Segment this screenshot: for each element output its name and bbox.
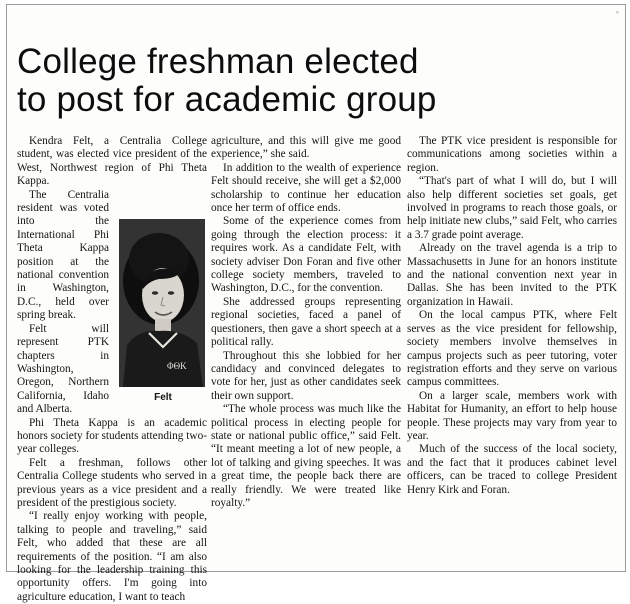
article-paragraph: The Centralia resident was voted into the International Phi Theta Kappa position at the national convention in Washington, D.C., held over spring break.	[17, 188, 109, 322]
article-column-1	[17, 135, 207, 603]
article-paragraph: The PTK vice president is responsible for communications among societies within a region.	[407, 135, 617, 174]
headline	[17, 43, 617, 119]
article-paragraph: Phi Theta Kappa is an academic honors society for students attending two-year colleges.	[17, 416, 207, 456]
article-paragraph: On a larger scale, members work with Habitat for Humanity, an effort to help house people. These projects may vary from year to year.	[407, 389, 617, 442]
article-paragraph: In addition to the wealth of experience Felt should receive, she will get a $2,000 scholarship to continue her education once her term of office ends.	[211, 161, 401, 215]
article-paragraph: Much of the success of the local society, and the fact that it produces cabinet level officers, can be traced to college President Henry Kirk and Foran.	[407, 443, 617, 496]
article-paragraph: Already on the travel agenda is a trip to Massachusetts in June for an honors institute and the national convention next year in Dallas. She has been invited to the PTK organization in Hawaii.	[407, 242, 617, 308]
article-paragraph: “That's part of what I will do, but I will also help different societies set goals, get involved in programs to reach those goals, or help initiate new clubs,” said Felt, who carries a 3.7 grade point average.	[407, 175, 617, 241]
article-paragraph: Throughout this she lobbied for her candidacy and convinced delegates to vote for her, just as other candidates seek their own support.	[211, 349, 401, 402]
article-paragraph: “The whole process was much like the political process in electing people for state or national public office,” said Felt. “It meant meeting a lot of new people, a lot of talking and giving speeches. It was a great time, the people back there are really friendly. We were treated like royalty.”	[211, 403, 401, 509]
corner-mark: ◦	[615, 7, 619, 17]
article-paragraph: She addressed groups representing regional societies, faced a panel of questioners, then gave a short speech at a political rally.	[211, 295, 401, 349]
photo-caption: Felt	[154, 391, 172, 403]
article-paragraph: Felt a freshman, follows other Centralia College students who served in previous years as a vice president and a president of the prestigious society.	[17, 456, 207, 509]
article-paragraph: On the local campus PTK, where Felt serves as the vice president for fellowship, society members involve themselves in campus projects such as peer tutoring, voter registration efforts and they serve on various campus committees.	[407, 309, 617, 389]
article-column-2	[211, 135, 401, 567]
article-paragraph: Some of the experience comes from going through the election process: it requires work. As a candidate Felt, with society adviser Don Foran and five other college society members, traveled to Washington, D.C., for the convention.	[211, 215, 401, 295]
article-paragraph: agriculture, and this will give me good experience,” she said.	[211, 135, 401, 161]
article-paragraph: “I really enjoy working with people, talking to people and traveling,” said Felt, who added that these are all requirements of the position. “I am also looking for the leadership training this opportunity offers. I'm going into agriculture education, I want to teach	[17, 510, 207, 603]
article-column-3	[407, 135, 617, 567]
article-paragraph: Felt will represent PTK chapters in Washington, Oregon, Northern California, Idaho and Alberta.	[17, 322, 109, 416]
portrait-illustration	[119, 219, 205, 387]
newspaper-clipping	[6, 4, 626, 603]
photo-figure	[115, 219, 207, 407]
portrait-photo	[119, 219, 205, 387]
sweater-monogram: ΦΘK	[167, 360, 187, 371]
headline-line-1: College freshman elected	[17, 42, 419, 81]
article-paragraph: Kendra Felt, a Centralia College student, was elected vice president of the West, Northwest region of Phi Theta Kappa.	[17, 135, 207, 188]
headline-line-2: to post for academic group	[17, 80, 437, 119]
